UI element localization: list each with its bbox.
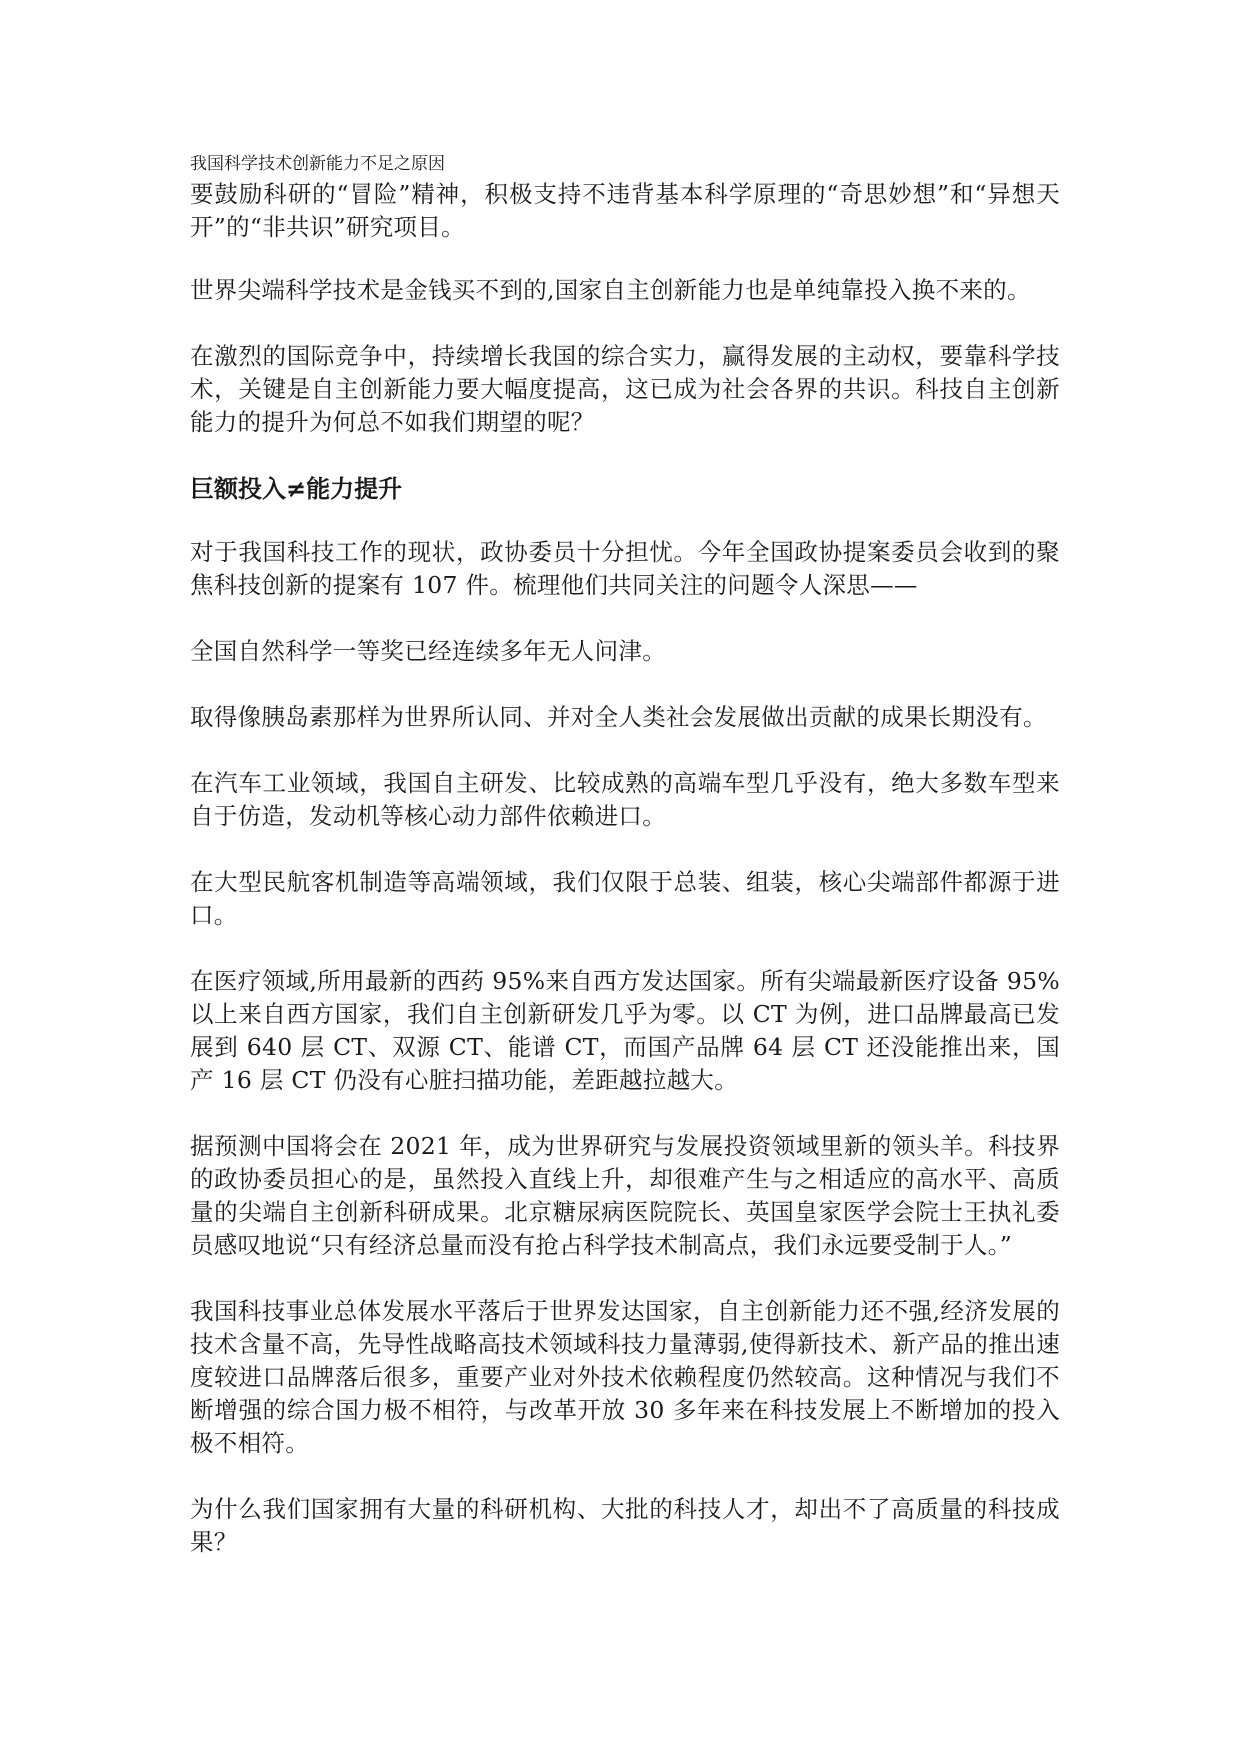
document-title: 我国科学技术创新能力不足之原因 <box>190 154 445 174</box>
paragraph-medical: 在医疗领域,所用最新的西药 95%来自西方发达国家。所有尖端最新医疗设备 95%以上来自西方国家，我们自主创新研发几乎为零。以 CT 为例，进口品牌最高已发展到 640 层 CT、双源 CT、能谱 CT，而国产品牌 64 层 CT 还没能推出来，国产 16 层 CT 仍没有心脏扫描功能，差距越拉越大。 <box>190 967 1060 1094</box>
paragraph-aircraft: 在大型民航客机制造等高端领域，我们仅限于总装、组装，核心尖端部件都源于进口。 <box>190 868 1060 929</box>
document-page <box>190 152 1060 1592</box>
paragraph-forecast: 据预测中国将会在 2021 年，成为世界研究与发展投资领域里新的领头羊。科技界的政协委员担心的是，虽然投入直线上升，却很难产生与之相适应的高水平、高质量的尖端自主创新科研成果。北京糖尿病医院院长、英国皇家医学会院士王执礼委员感叹地说“只有经济总量而没有抢占科学技术制高点，我们永远要受制于人。” <box>190 1132 1060 1259</box>
paragraph-science-award: 全国自然科学一等奖已经连续多年无人问津。 <box>190 637 666 665</box>
paragraph-encourage-risk: 要鼓励科研的“冒险”精神，积极支持不违背基本科学原理的“奇思妙想”和“异想天开”的“非共识”研究项目。 <box>190 180 1060 241</box>
paragraph-insulin: 取得像胰岛素那样为世界所认同、并对全人类社会发展做出贡献的成果长期没有。 <box>190 703 1047 731</box>
paragraph-overall-level: 我国科技事业总体发展水平落后于世界发达国家，自主创新能力还不强,经济发展的技术含量不高，先导性战略高技术领域科技力量薄弱,使得新技术、新产品的推出速度较进口品牌落后很多，重要产业对外技术依赖程度仍然较高。这种情况与我们不断增强的综合国力极不相符，与改革开放 30 多年来在科技发展上不断增加的投入极不相符。 <box>190 1297 1060 1457</box>
paragraph-automotive: 在汽车工业领域，我国自主研发、比较成熟的高端车型几乎没有，绝大多数车型来自于仿造，发动机等核心动力部件依赖进口。 <box>190 769 1060 830</box>
paragraph-proposals: 对于我国科技工作的现状，政协委员十分担忧。今年全国政协提案委员会收到的聚焦科技创新的提案有 107 件。梳理他们共同关注的问题令人深思—— <box>190 538 1060 599</box>
paragraph-money-cannot-buy: 世界尖端科学技术是金钱买不到的,国家自主创新能力也是单纯靠投入换不来的。 <box>190 276 1031 304</box>
paragraph-question: 为什么我们国家拥有大量的科研机构、大批的科技人才，却出不了高质量的科技成果？ <box>190 1495 1060 1556</box>
paragraph-competition: 在激烈的国际竞争中，持续增长我国的综合实力，赢得发展的主动权，要靠科学技术，关键是自主创新能力要大幅度提高，这已成为社会各界的共识。科技自主创新能力的提升为何总不如我们期望的呢？ <box>190 342 1060 436</box>
section-heading: 巨额投入≠能力提升 <box>190 475 403 503</box>
